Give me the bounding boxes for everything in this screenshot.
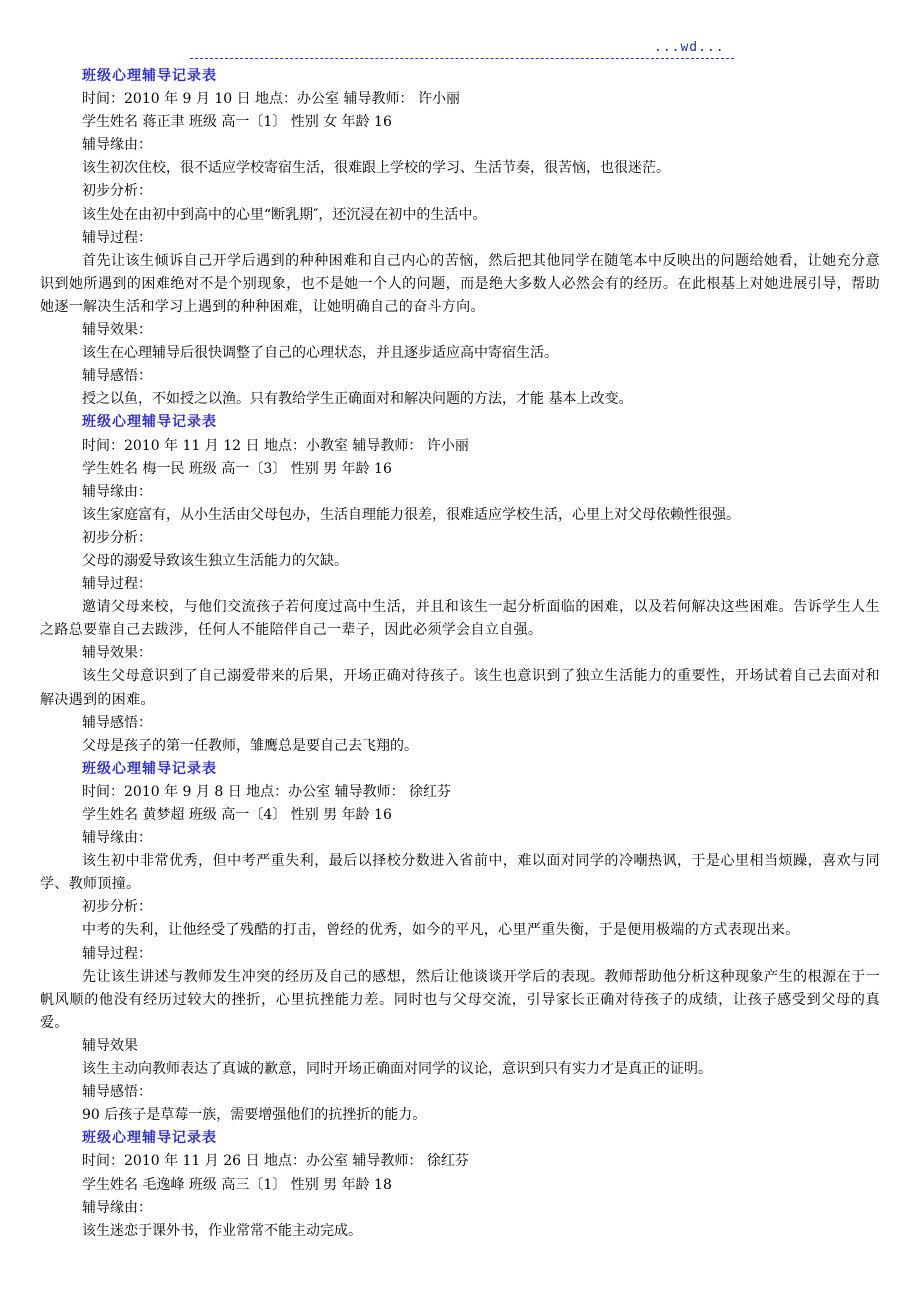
- record-info-line: 时间：2010 年 11 月 12 日 地点：小教室 辅导教师： 许小丽: [82, 437, 469, 454]
- process-label: 辅导过程：: [82, 229, 152, 246]
- reason-text: 该生初中非常优秀，但中考严重失利，最后以择校分数进入省前中，难以面对同学的冷嘲热讽，于是心里相当烦躁，喜欢与同学、教师顶撞。: [40, 853, 880, 893]
- process-label: 辅导过程：: [82, 945, 152, 962]
- insight-text: 90 后孩子是草莓一族，需要增强他们的抗挫折的能力。: [82, 1107, 427, 1124]
- insight-label: 辅导感悟：: [82, 368, 152, 385]
- reason-label: 辅导缘由：: [82, 483, 152, 500]
- effect-text: 该生主动向教师表达了真诚的歉意，同时开场正确面对同学的议论，意识到只有实力才是真正的证明。: [82, 1061, 712, 1078]
- insight-label: 辅导感悟：: [82, 714, 152, 731]
- reason-text: 该生初次住校，很不适应学校寄宿生活，很难跟上学校的学习、生活节奏，很苦恼，也很迷茫。: [82, 160, 670, 177]
- insight-text: 授之以鱼，不如授之以渔。只有教给学生正确面对和解决问题的方法，才能 基本上改变。: [82, 391, 633, 408]
- effect-label: 辅导效果：: [82, 322, 152, 339]
- process-text: 首先让该生倾诉自己开学后遇到的种种困难和自己内心的苦恼，然后把其他同学在随笔本中反映出的问题给她看，让她充分意识到她所遇到的困难绝对不是个别现象，也不是她一个人的问题，而是绝大多数人必然会有的经历。在此根基上对她进展引导，帮助她逐一解决生活和学习上遇到的种种困难，让她明确自己的奋斗方向。: [40, 252, 880, 315]
- record-1: [40, 65, 880, 411]
- record-4: [40, 1127, 880, 1242]
- insight-text: 父母是孩子的第一任教师，雏鹰总是要自己去飞翔的。: [82, 737, 418, 754]
- process-label: 辅导过程：: [82, 576, 152, 593]
- document-body: [40, 65, 880, 1243]
- reason-label: 辅导缘由：: [82, 137, 152, 154]
- record-info-line: 时间：2010 年 9 月 10 日 地点：办公室 辅导教师： 许小丽: [82, 91, 460, 108]
- process-text: 邀请父母来校，与他们交流孩子若何度过高中生活，并且和该生一起分析面临的困难，以及若何解决这些困难。告诉学生人生之路总要靠自己去跋涉，任何人不能陪伴自己一辈子，因此必须学会自立自强。: [40, 599, 880, 639]
- record-3: [40, 758, 880, 1128]
- student-info-line: 学生姓名 梅一民 班级 高一〔3〕 性别 男 年龄 16: [82, 460, 392, 477]
- header-mark: ...wd...: [654, 40, 725, 55]
- analysis-label: 初步分析：: [82, 899, 152, 916]
- insight-label: 辅导感悟：: [82, 1084, 152, 1101]
- analysis-text: 中考的失利，让他经受了残酷的打击，曾经的优秀，如今的平凡，心里严重失衡，于是便用极端的方式表现出来。: [82, 922, 800, 939]
- reason-label: 辅导缘由：: [82, 830, 152, 847]
- record-title: 班级心理辅导记录表: [82, 1130, 217, 1147]
- record-title: 班级心理辅导记录表: [82, 68, 217, 84]
- record-title: 班级心理辅导记录表: [82, 414, 217, 431]
- student-info-line: 学生姓名 黄梦超 班级 高一〔4〕 性别 男 年龄 16: [82, 807, 392, 823]
- effect-label: 辅导效果: [82, 1037, 138, 1054]
- analysis-label: 初步分析：: [82, 183, 152, 200]
- reason-text: 该生迷恋于课外书，作业常常不能主动完成。: [82, 1222, 362, 1239]
- effect-label: 辅导效果：: [82, 645, 152, 662]
- analysis-text: 父母的溺爱导致该生独立生活能力的欠缺。: [82, 552, 348, 569]
- reason-label: 辅导缘由：: [82, 1199, 152, 1216]
- student-info-line: 学生姓名 毛逸峰 班级 高三〔1〕 性别 男 年龄 18: [82, 1176, 392, 1193]
- effect-text: 该生在心理辅导后很快调整了自己的心理状态，并且逐步适应高中寄宿生活。: [82, 345, 558, 362]
- record-2: [40, 411, 880, 757]
- record-info-line: 时间：2010 年 9 月 8 日 地点：办公室 辅导教师： 徐红芬: [82, 783, 452, 800]
- header-dashed-rule: [190, 58, 734, 59]
- analysis-label: 初步分析：: [82, 529, 152, 546]
- reason-text: 该生家庭富有，从小生活由父母包办，生活自理能力很差，很难适应学校生活，心里上对父母依赖性很强。: [82, 506, 740, 523]
- effect-text: 该生父母意识到了自己溺爱带来的后果，开场正确对待孩子。该生也意识到了独立生活能力的重要性，开场试着自己去面对和解决遇到的困难。: [40, 668, 880, 708]
- analysis-text: 该生处在由初中到高中的心里“断乳期″，还沉浸在初中的生活中。: [82, 206, 487, 223]
- process-text: 先让该生讲述与教师发生冲突的经历及自己的感想，然后让他谈谈开学后的表现。教师帮助他分析这种现象产生的根源在于一帆风顺的他没有经历过较大的挫折，心里抗挫能力差。同时也与父母交流，引导家长正确对待孩子的成绩，让孩子感受到父母的真爱。: [40, 968, 880, 1031]
- record-info-line: 时间：2010 年 11 月 26 日 地点：办公室 辅导教师： 徐红芬: [82, 1153, 469, 1170]
- student-info-line: 学生姓名 蒋正聿 班级 高一〔1〕 性别 女 年龄 16: [82, 114, 392, 131]
- record-title: 班级心理辅导记录表: [82, 760, 217, 777]
